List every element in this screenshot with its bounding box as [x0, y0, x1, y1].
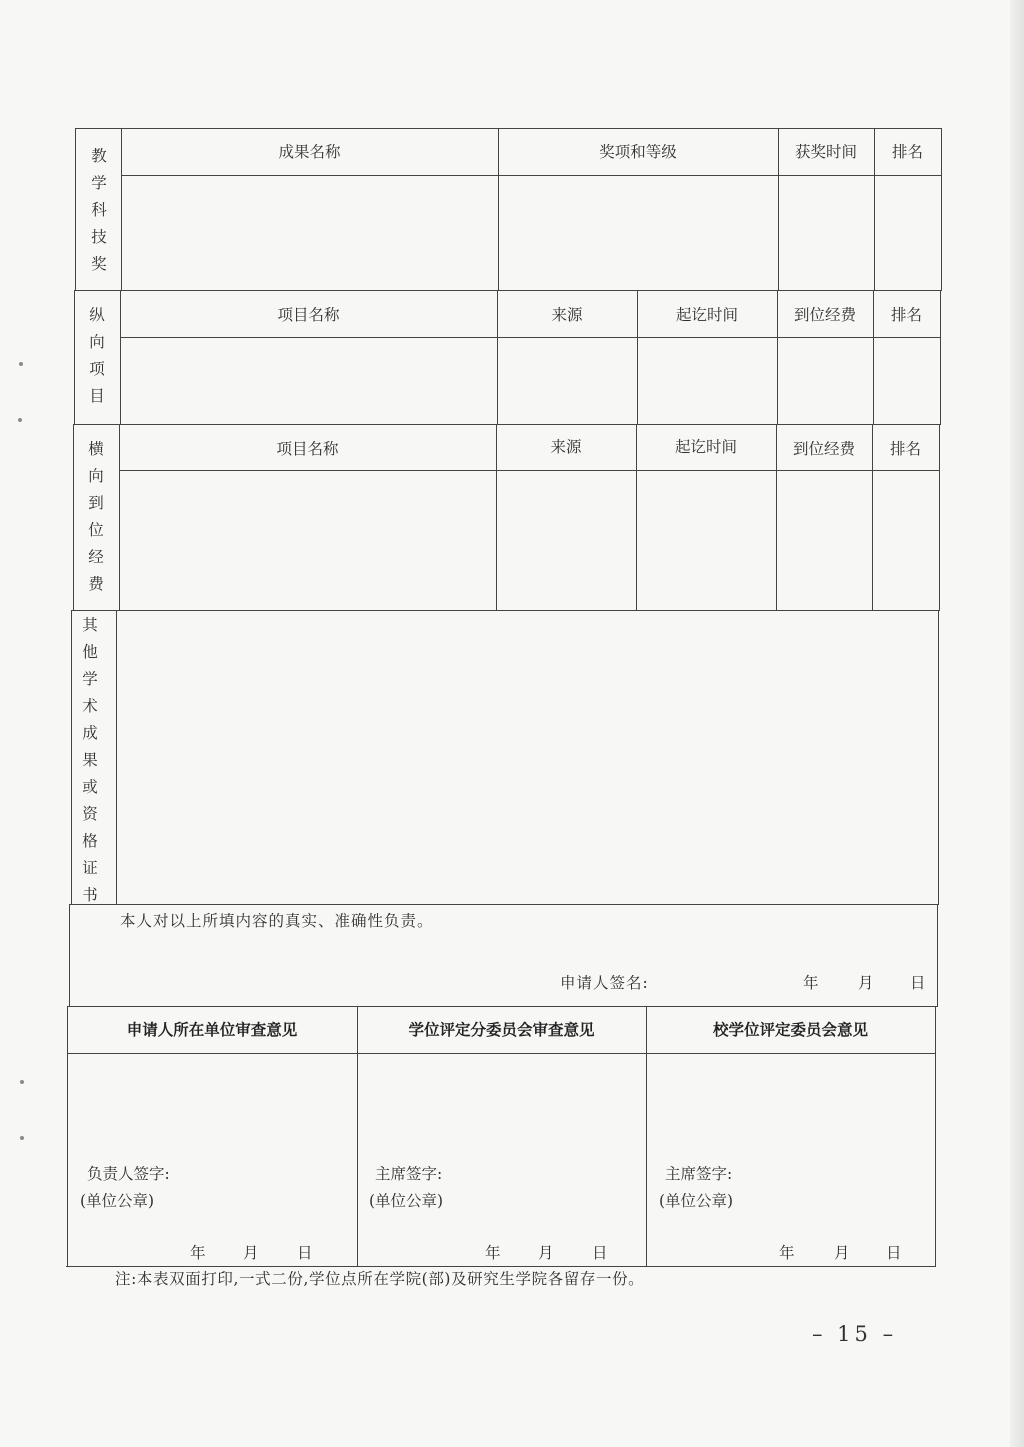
sub-committee-day: 日	[592, 1244, 608, 1262]
vertical-projects-label: 纵 向 项 目	[89, 306, 105, 405]
unit-month: 月	[243, 1244, 259, 1262]
sub-committee-year: 年	[485, 1244, 501, 1262]
declaration-year: 年	[803, 974, 819, 992]
horizontal-col-rank: 排名	[889, 440, 921, 458]
vertical-col-name: 项目名称	[277, 306, 340, 324]
committee-month: 月	[834, 1244, 850, 1262]
horizontal-col-source: 来源	[550, 438, 582, 456]
sub-committee-review-title: 学位评定分委员会审查意见	[408, 1020, 595, 1039]
committee-chair-signature: 主席签字:	[665, 1165, 733, 1183]
footnote: 注:本表双面打印,一式二份,学位点所在学院(部)及研究生学院各留存一份。	[115, 1270, 645, 1288]
other-achievements-label: 其 他 学 术 成 果 或 资 格 证 书	[82, 616, 98, 904]
awards-col-name: 成果名称	[278, 143, 341, 161]
horizontal-col-period: 起讫时间	[674, 438, 737, 456]
vertical-col-funding: 到位经费	[793, 306, 856, 324]
committee-review-title: 校学位评定委员会意见	[712, 1020, 868, 1039]
scan-speck	[18, 418, 22, 422]
sub-committee-month: 月	[538, 1244, 554, 1262]
horizontal-col-name: 项目名称	[276, 440, 339, 458]
committee-year: 年	[779, 1244, 795, 1262]
declaration-month: 月	[858, 974, 874, 992]
awards-section-label: 教 学 科 技 奖	[91, 147, 107, 273]
unit-review-title: 申请人所在单位审查意见	[126, 1020, 298, 1039]
declaration-text: 本人对以上所填内容的真实、准确性负责。	[120, 912, 434, 930]
horizontal-col-funding: 到位经费	[792, 440, 855, 458]
committee-day: 日	[886, 1244, 902, 1262]
applicant-signature-label: 申请人签名:	[560, 974, 649, 992]
unit-day: 日	[297, 1244, 313, 1262]
sub-committee-seal: (单位公章)	[369, 1192, 444, 1210]
vertical-col-source: 来源	[551, 306, 583, 324]
unit-year: 年	[190, 1244, 206, 1262]
scan-speck	[20, 1080, 24, 1084]
sub-committee-chair-signature: 主席签字:	[375, 1165, 443, 1183]
awards-col-time: 获奖时间	[794, 143, 857, 161]
committee-seal: (单位公章)	[659, 1192, 734, 1210]
unit-head-signature: 负责人签字:	[87, 1165, 170, 1183]
page-edge	[1010, 0, 1024, 1447]
horizontal-funding-label: 横 向 到 位 经 费	[88, 440, 104, 593]
scan-speck	[19, 362, 23, 366]
awards-col-award: 奖项和等级	[599, 143, 677, 161]
declaration-day: 日	[910, 974, 926, 992]
vertical-col-period: 起讫时间	[675, 306, 738, 324]
unit-seal: (单位公章)	[80, 1192, 155, 1210]
awards-col-rank: 排名	[891, 143, 923, 161]
page-number: – 15 –	[812, 1322, 898, 1346]
scan-speck	[20, 1136, 24, 1140]
vertical-col-rank: 排名	[890, 306, 922, 324]
